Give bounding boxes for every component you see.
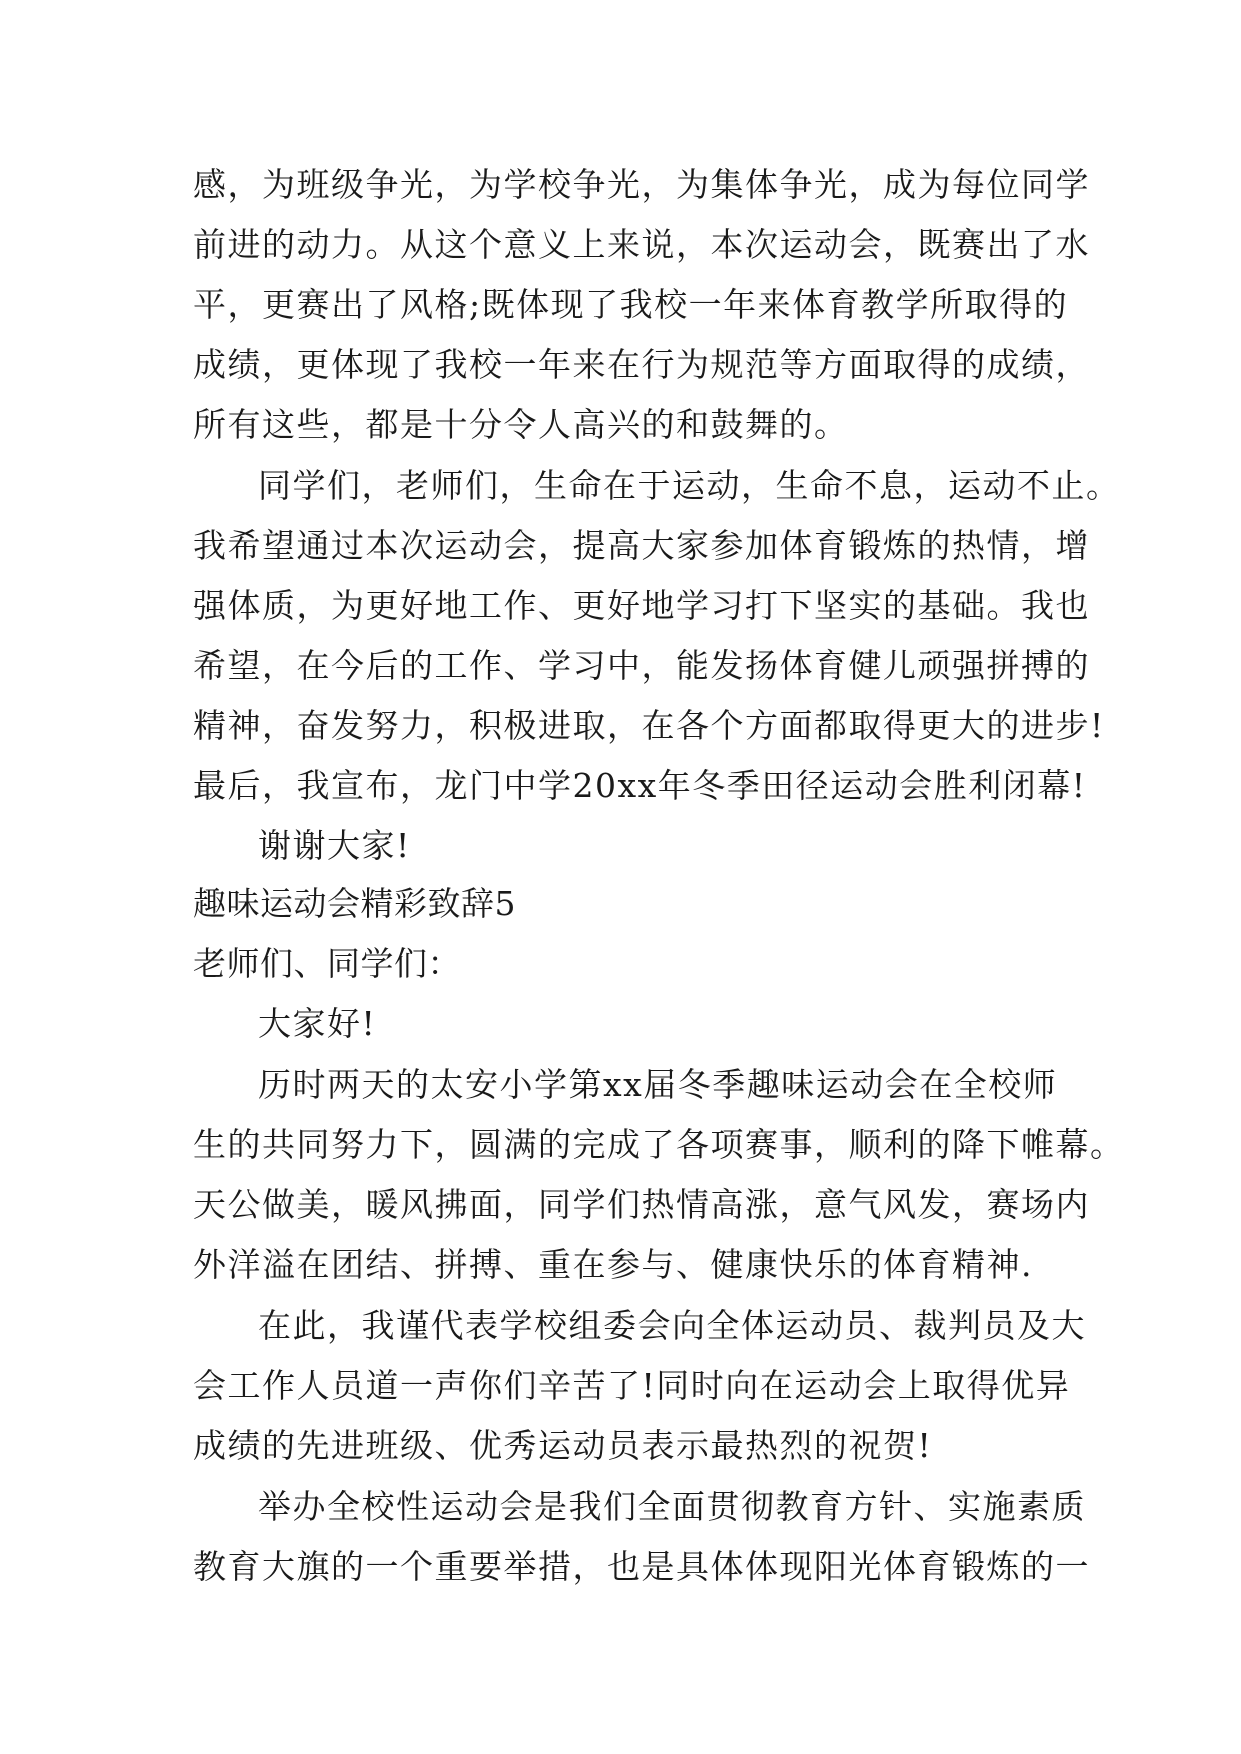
paragraph-first-line: 同学们，老师们，生命在于运动，生命不息，运动不止。 bbox=[258, 466, 1121, 505]
body-text-line: 强体质，为更好地工作、更好地学习打下坚实的基础。我也 bbox=[193, 586, 1090, 625]
closing-line: 谢谢大家! bbox=[258, 826, 411, 865]
body-text-line: 前进的动力。从这个意义上来说，本次运动会，既赛出了水 bbox=[193, 225, 1090, 264]
paragraph-first-line: 举办全校性运动会是我们全面贯彻教育方针、实施素质 bbox=[258, 1487, 1086, 1526]
body-text-line: 天公做美，暖风拂面，同学们热情高涨，意气风发，赛场内 bbox=[193, 1185, 1090, 1224]
body-text-line: 平，更赛出了风格;既体现了我校一年来体育教学所取得的 bbox=[193, 285, 1069, 324]
body-text-line: 成绩的先进班级、优秀运动员表示最热烈的祝贺! bbox=[193, 1426, 933, 1465]
body-text-line: 最后，我宣布，龙门中学20xx年冬季田径运动会胜利闭幕! bbox=[193, 766, 1087, 805]
section-heading: 趣味运动会精彩致辞5 bbox=[193, 884, 516, 923]
body-text-line: 所有这些，都是十分令人高兴的和鼓舞的。 bbox=[193, 405, 849, 444]
body-text-line: 我希望通过本次运动会，提高大家参加体育锻炼的热情，增 bbox=[193, 526, 1090, 565]
body-text-line: 希望，在今后的工作、学习中，能发扬体育健儿顽强拼搏的 bbox=[193, 646, 1090, 685]
body-text-line: 成绩，更体现了我校一年来在行为规范等方面取得的成绩， bbox=[193, 345, 1090, 384]
body-text-line: 生的共同努力下，圆满的完成了各项赛事，顺利的降下帷幕。 bbox=[193, 1125, 1125, 1164]
greeting-line: 大家好! bbox=[258, 1004, 377, 1043]
body-text-line: 精神，奋发努力，积极进取，在各个方面都取得更大的进步! bbox=[193, 706, 1105, 745]
body-text-line: 感，为班级争光，为学校争光，为集体争光，成为每位同学 bbox=[193, 165, 1090, 204]
body-text-line: 外洋溢在团结、拼搏、重在参与、健康快乐的体育精神. bbox=[193, 1245, 1033, 1284]
body-text-line: 教育大旗的一个重要举措，也是具体体现阳光体育锻炼的一 bbox=[193, 1547, 1090, 1586]
paragraph-first-line: 历时两天的太安小学第xx届冬季趣味运动会在全校师 bbox=[258, 1065, 1058, 1104]
body-text-line: 会工作人员道一声你们辛苦了!同时向在运动会上取得优异 bbox=[193, 1366, 1071, 1405]
paragraph-first-line: 在此，我谨代表学校组委会向全体运动员、裁判员及大 bbox=[258, 1306, 1086, 1345]
salutation: 老师们、同学们： bbox=[193, 944, 461, 983]
